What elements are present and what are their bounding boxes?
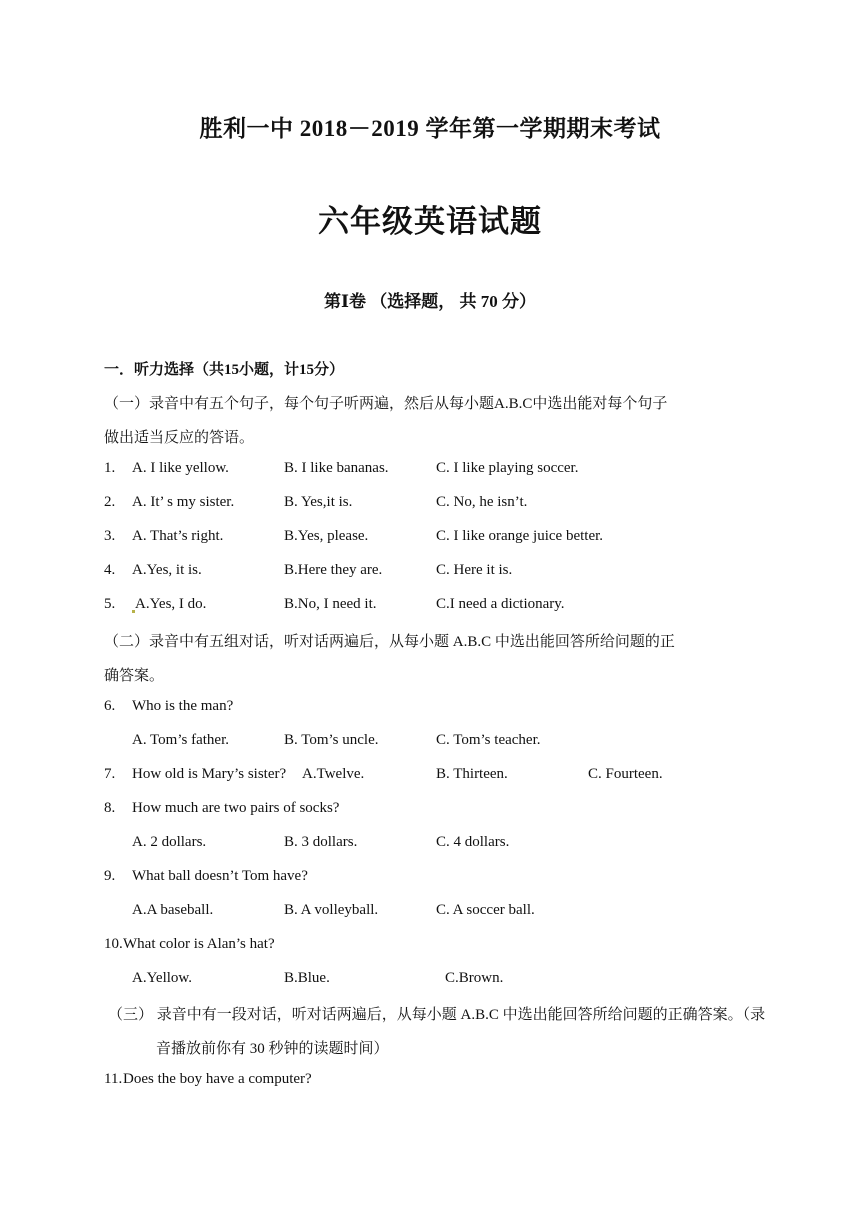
option-c: C. No, he isn’t. — [436, 494, 528, 510]
option-b: B.No, I need it. — [284, 596, 377, 612]
exam-subject-title: 六年级英语试题 — [318, 204, 542, 239]
question-number: 8. — [104, 800, 116, 816]
option-b: B. I like bananas. — [284, 460, 389, 476]
sub-instruction-1-line-1: （一）录音中有五个句子，每个句子听两遍，然后从每小题A.B.C中选出能对每个句子 — [104, 396, 668, 412]
sub-instruction-2-line-2: 确答案。 — [104, 668, 165, 684]
option-c: C. A soccer ball. — [436, 902, 535, 918]
question-number: 6. — [104, 698, 116, 714]
question-row — [0, 1071, 860, 1093]
question-row — [0, 528, 860, 550]
option-b: B. Thirteen. — [436, 766, 508, 782]
question-row — [0, 494, 860, 516]
question-row — [0, 562, 860, 584]
question-number: 3. — [104, 528, 116, 544]
option-a: A.Yes, it is. — [132, 562, 202, 578]
question-row — [0, 766, 860, 788]
question-number: 5. — [104, 596, 116, 612]
option-c: C. Fourteen. — [588, 766, 663, 782]
option-b: B. Yes,it is. — [284, 494, 353, 510]
sub-instruction-3-line-2: 音播放前你有 30 秒钟的读题时间） — [156, 1041, 389, 1057]
options-row — [0, 732, 860, 754]
question-text: What ball doesn’t Tom have? — [132, 868, 308, 884]
options-row — [0, 970, 860, 992]
option-a: A.A baseball. — [132, 902, 214, 918]
question-row — [0, 936, 860, 958]
option-a: A.Twelve. — [302, 766, 365, 782]
question-text: Who is the man? — [132, 698, 234, 714]
option-b: B.Blue. — [284, 970, 330, 986]
question-row — [0, 596, 860, 618]
question-text: What color is Alan’s hat? — [123, 936, 275, 952]
question-number: 4. — [104, 562, 116, 578]
option-c: C. I like orange juice better. — [436, 528, 604, 544]
sub-instruction-1-line-2: 做出适当反应的答语。 — [104, 430, 255, 446]
question-number: 1. — [104, 460, 116, 476]
option-a: A. It’ s my sister. — [132, 494, 235, 510]
option-a: A.Yes, I do. — [135, 596, 207, 612]
option-b: B. Tom’s uncle. — [284, 732, 379, 748]
option-a: A. I like yellow. — [132, 460, 229, 476]
question-row — [0, 868, 860, 890]
question-number: 11. — [104, 1071, 123, 1087]
option-c: C. 4 dollars. — [436, 834, 510, 850]
option-a: A. That’s right. — [132, 528, 224, 544]
option-c: C. Here it is. — [436, 562, 513, 578]
sub-instruction-2-line-1: （二）录音中有五组对话，听对话两遍后，从每小题 A.B.C 中选出能回答所给问题的正 — [104, 634, 675, 650]
question-number: 2. — [104, 494, 116, 510]
option-c: C.I need a dictionary. — [436, 596, 565, 612]
option-c: C. I like playing soccer. — [436, 460, 579, 476]
option-c: C.Brown. — [445, 970, 504, 986]
option-b: B.Yes, please. — [284, 528, 369, 544]
option-b: B.Here they are. — [284, 562, 383, 578]
option-c: C. Tom’s teacher. — [436, 732, 541, 748]
question-number: 10. — [104, 936, 123, 952]
option-b: B. 3 dollars. — [284, 834, 358, 850]
question-number: 7. — [104, 766, 116, 782]
part-title: 第Ⅰ卷 （选择题， 共 70 分） — [324, 292, 536, 311]
option-a: A. Tom’s father. — [132, 732, 229, 748]
question-text: How much are two pairs of socks? — [132, 800, 340, 816]
options-row — [0, 834, 860, 856]
option-a: A. 2 dollars. — [132, 834, 207, 850]
options-row — [0, 902, 860, 924]
school-exam-title: 胜利一中 2018－2019 学年第一学期期末考试 — [199, 116, 661, 141]
sub-instruction-3-line-1: （三） 录音中有一段对话，听对话两遍后，从每小题 A.B.C 中选出能回答所给问题的正确答案。（录 — [108, 1007, 766, 1023]
option-b: B. A volleyball. — [284, 902, 379, 918]
question-number: 9. — [104, 868, 116, 884]
question-text: How old is Mary’s sister? — [132, 766, 287, 782]
question-row — [0, 698, 860, 720]
section-heading-listening: 一．听力选择（共15小题，计15分） — [104, 362, 345, 378]
question-text: Does the boy have a computer? — [123, 1071, 312, 1087]
option-a: A.Yellow. — [132, 970, 193, 986]
question-row — [0, 800, 860, 822]
question-row — [0, 460, 860, 482]
